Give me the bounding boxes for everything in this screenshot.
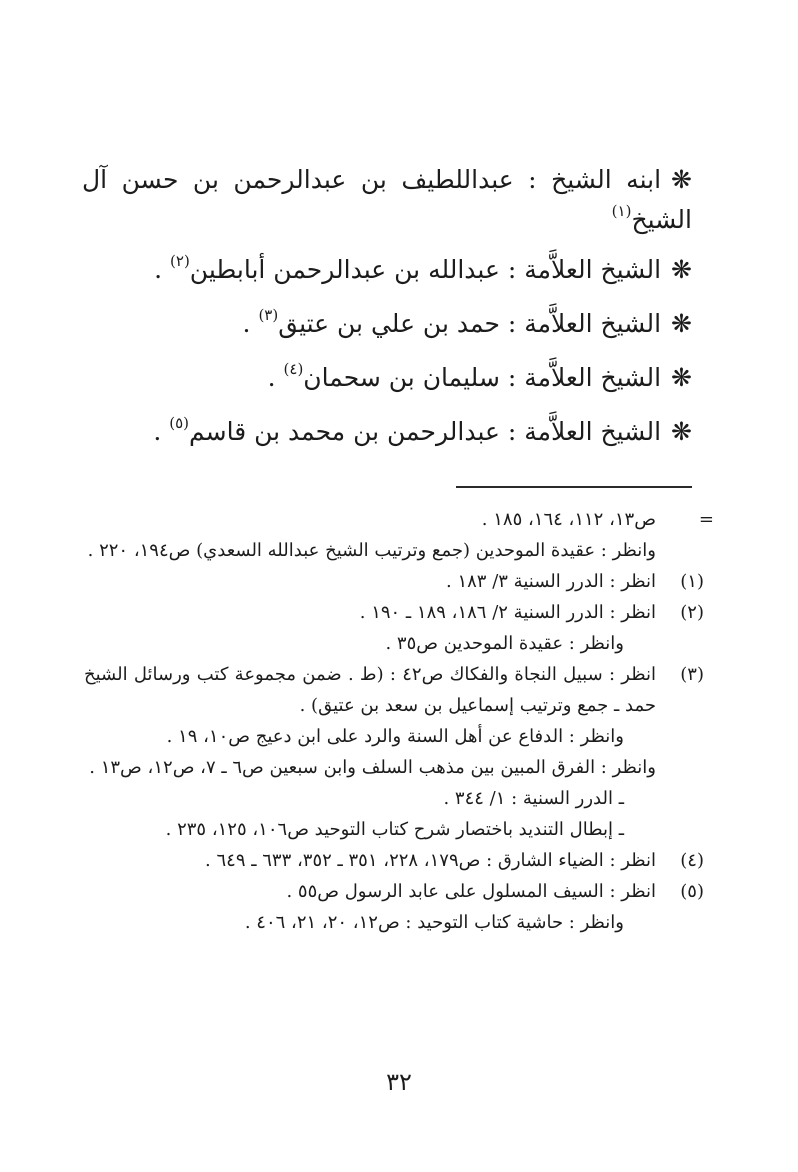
asterism-icon: ❋: [671, 165, 692, 194]
footnote-number: (١): [680, 571, 704, 592]
footnote-continuation: = ص١٣، ١١٢، ١٦٤، ١٨٥ .: [84, 504, 704, 535]
footnote-number: (٥): [680, 881, 704, 902]
main-line-2: ❋الشيخ العلاَّمة : عبدالله بن عبدالرحمن أبابطين$^{(٢)}$ .: [154, 252, 692, 284]
footnote-number: (٢): [680, 602, 704, 623]
footnote-2: (٢) انظر : الدرر السنية ٢/ ١٨٦، ١٨٩ ـ ١٩٠ .: [84, 597, 704, 628]
footnote-line: ـ إبطال التنديد باختصار شرح كتاب التوحيد ص١٠٦، ١٢٥، ٢٣٥ .: [165, 819, 624, 840]
footnote-number: (٣): [680, 664, 704, 685]
footnote-ref-2[interactable]: (٢): [170, 252, 190, 270]
footnote-line: وانظر : الدفاع عن أهل السنة والرد على ابن دعيج ص١٠، ١٩ .: [166, 726, 624, 747]
footnote-ref-4[interactable]: (٤): [283, 360, 304, 378]
main-line-4: ❋الشيخ العلاَّمة : سليمان بن سحمان$^{(٤)}$ .: [267, 360, 692, 392]
footnote-5: (٥) انظر : السيف المسلول على عابد الرسول ص٥٥ .: [84, 876, 704, 907]
footnote-4: (٤) انظر : الضياء الشارق : ص١٧٩، ٢٢٨، ٣٥١ ـ ٣٥٢، ٦٣٣ ـ ٦٤٩ .: [84, 845, 704, 876]
footnote-ref-1[interactable]: (١): [611, 202, 632, 220]
footnote-3: (٣) انظر : سبيل النجاة والفكاك ص٤٢ : (ط . ضمن مجموعة كتب ورسائل الشيخ حمد ـ جمع وترتيب إسماعيل بن سعد بن عتيق) .: [84, 659, 704, 721]
footnote-line: ـ الدرر السنية : ١/ ٣٤٤ .: [443, 788, 624, 809]
footnote-separator: [456, 486, 692, 488]
page-number: ٣٢: [386, 1068, 412, 1096]
footnote-1: (١) انظر : الدرر السنية ٣/ ١٨٣ .: [84, 566, 704, 597]
main-line-3: ❋الشيخ العلاَّمة : حمد بن علي بن عتيق$^{(٣)}$ .: [242, 306, 692, 338]
footnotes: [84, 504, 714, 938]
footnote-line: وانظر : عقيدة الموحدين ص٣٥ .: [385, 633, 624, 654]
footnote-ref-5[interactable]: (٥): [169, 414, 189, 432]
main-line-1: ❋ابنه الشيخ : عبداللطيف بن عبدالرحمن بن حسن آل الشيخ$^{(١)}$: [82, 165, 692, 234]
footnote-line: وانظر : الفرق المبين بين مذهب السلف وابن سبعين ص٦ ـ ٧، ص١٢، ص١٣ .: [89, 757, 656, 778]
asterism-icon: ❋: [671, 417, 692, 446]
asterism-icon: ❋: [671, 309, 692, 338]
continuation-mark: =: [698, 509, 714, 530]
asterism-icon: ❋: [671, 363, 692, 392]
footnote-ref-3[interactable]: (٣): [258, 306, 279, 324]
main-text: [72, 160, 692, 466]
footnote-line: وانظر : حاشية كتاب التوحيد : ص١٢، ٢٠، ٢١، ٤٠٦ .: [244, 912, 624, 933]
footnote-line: وانظر : عقيدة الموحدين (جمع وترتيب الشيخ عبدالله السعدي) ص١٩٤، ٢٢٠ .: [87, 540, 656, 561]
asterism-icon: ❋: [671, 255, 692, 284]
main-line-5: ❋الشيخ العلاَّمة : عبدالرحمن بن محمد بن قاسم$^{(٥)}$ .: [153, 414, 692, 446]
footnote-number: (٤): [680, 850, 704, 871]
